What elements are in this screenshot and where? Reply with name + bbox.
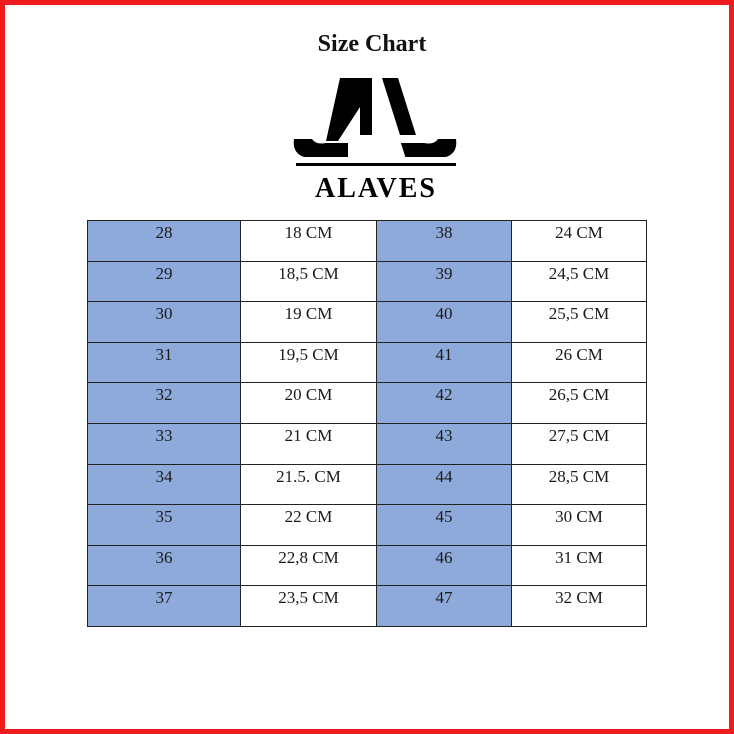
length-cell: 23,5 CM (241, 586, 377, 627)
table-row (88, 423, 647, 464)
table-row (88, 221, 647, 262)
table-row (88, 383, 647, 424)
size-cell: 46 (377, 545, 512, 586)
size-cell: 45 (377, 505, 512, 546)
table-row (88, 545, 647, 586)
length-cell: 21 CM (241, 423, 377, 464)
length-cell: 20 CM (241, 383, 377, 424)
length-cell: 19 CM (241, 302, 377, 343)
length-cell: 25,5 CM (512, 302, 647, 343)
size-cell: 33 (88, 423, 241, 464)
length-cell: 32 CM (512, 586, 647, 627)
table-row (88, 261, 647, 302)
length-cell: 22,8 CM (241, 545, 377, 586)
length-cell: 24,5 CM (512, 261, 647, 302)
length-cell: 30 CM (512, 505, 647, 546)
length-cell: 22 CM (241, 505, 377, 546)
length-cell: 19,5 CM (241, 342, 377, 383)
size-cell: 34 (88, 464, 241, 505)
length-cell: 26,5 CM (512, 383, 647, 424)
size-chart-table (87, 220, 647, 627)
size-cell: 38 (377, 221, 512, 262)
table-row (88, 586, 647, 627)
table-row (88, 342, 647, 383)
length-cell: 31 CM (512, 545, 647, 586)
size-cell: 28 (88, 221, 241, 262)
length-cell: 18,5 CM (241, 261, 377, 302)
table-row (88, 464, 647, 505)
size-cell: 35 (88, 505, 241, 546)
size-cell: 43 (377, 423, 512, 464)
length-cell: 27,5 CM (512, 423, 647, 464)
length-cell: 21.5. CM (241, 464, 377, 505)
size-cell: 39 (377, 261, 512, 302)
page-title: Size Chart (317, 31, 427, 57)
size-cell: 36 (88, 545, 241, 586)
size-cell: 40 (377, 302, 512, 343)
alaves-logo-icon (288, 73, 464, 201)
size-cell: 32 (88, 383, 241, 424)
size-cell: 37 (88, 586, 241, 627)
length-cell: 18 CM (241, 221, 377, 262)
table-row (88, 505, 647, 546)
size-cell: 42 (377, 383, 512, 424)
size-cell: 29 (88, 261, 241, 302)
size-cell: 41 (377, 342, 512, 383)
brand-logo (288, 73, 464, 201)
table-row (88, 302, 647, 343)
size-cell: 30 (88, 302, 241, 343)
size-cell: 44 (377, 464, 512, 505)
size-cell: 47 (377, 586, 512, 627)
size-cell: 31 (88, 342, 241, 383)
brand-name: ALAVES (315, 173, 437, 201)
length-cell: 26 CM (512, 342, 647, 383)
length-cell: 24 CM (512, 221, 647, 262)
length-cell: 28,5 CM (512, 464, 647, 505)
